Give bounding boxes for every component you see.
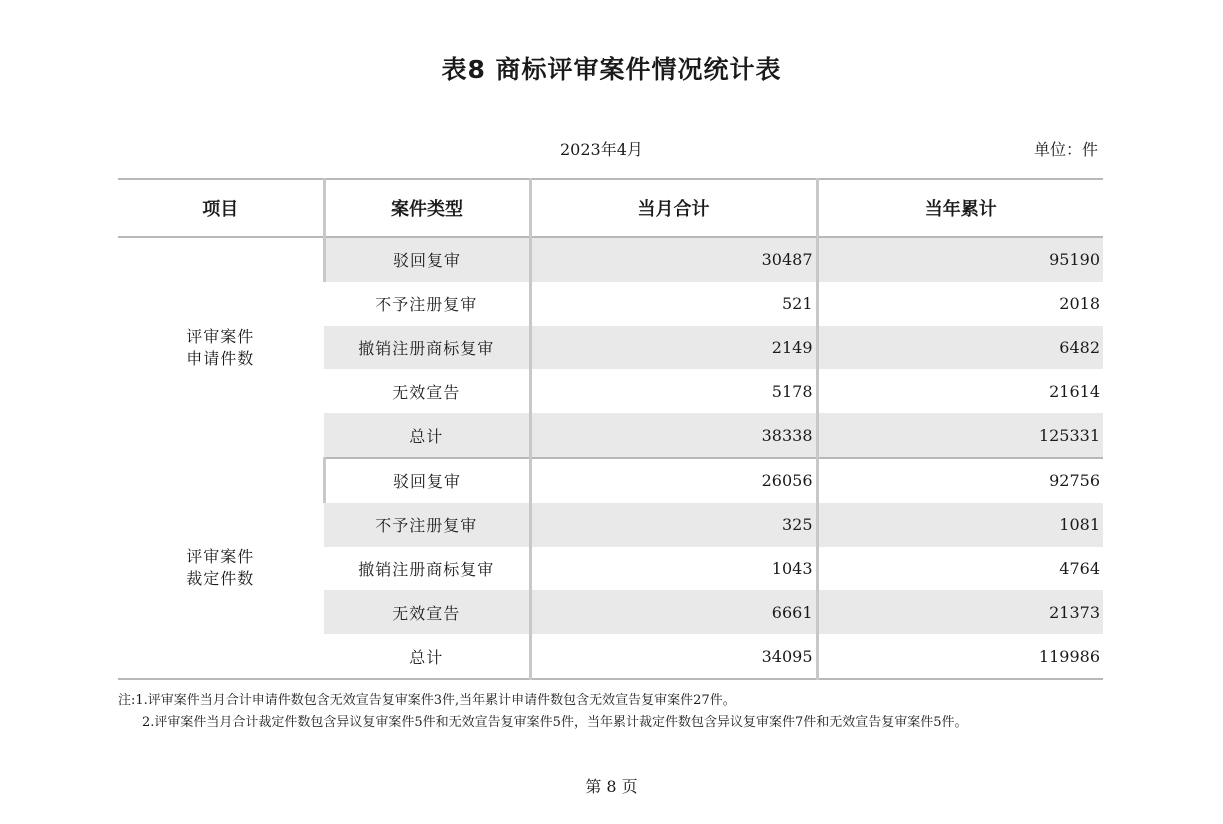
statistics-table bbox=[118, 178, 1103, 680]
page-number: 第 8 页 bbox=[585, 777, 638, 796]
case-type-cell: 撤销注册商标复审 bbox=[324, 326, 530, 370]
group-label-line: 申请件数 bbox=[186, 348, 255, 368]
month-total-cell: 34095 bbox=[530, 634, 817, 679]
month-total-cell: 30487 bbox=[530, 237, 817, 282]
case-type-cell: 不予注册复审 bbox=[375, 295, 478, 315]
group-label-line: 评审案件 bbox=[186, 326, 255, 346]
page-title: 表8 商标评审案件情况统计表 bbox=[441, 55, 782, 84]
footnotes bbox=[118, 690, 968, 734]
case-type-cell: 无效宣告 bbox=[324, 590, 530, 634]
table-header-row bbox=[118, 179, 1103, 237]
year-total-cell: 92756 bbox=[817, 458, 1103, 503]
case-type-cell: 总计 bbox=[324, 413, 530, 458]
case-type-cell: 不予注册复审 bbox=[324, 503, 530, 547]
case-type-cell: 驳回复审 bbox=[324, 458, 530, 503]
year-total-cell: 125331 bbox=[817, 413, 1103, 458]
month-total-cell: 38338 bbox=[530, 413, 817, 458]
group-label-rulings bbox=[118, 458, 324, 679]
month-total-cell: 2149 bbox=[530, 326, 817, 370]
year-total-cell: 4764 bbox=[817, 547, 1103, 591]
case-type-cell: 驳回复审 bbox=[324, 237, 530, 282]
year-total-cell: 21373 bbox=[817, 590, 1103, 634]
case-type-cell: 总计 bbox=[324, 634, 530, 679]
year-total-cell: 119986 bbox=[817, 634, 1103, 679]
month-total-cell: 325 bbox=[530, 503, 817, 547]
header-month-total: 当月合计 bbox=[530, 179, 817, 237]
group-label-applications bbox=[118, 237, 324, 458]
footnote-2: 2.评审案件当月合计裁定件数包含异议复审案件5件和无效宣告复审案件5件，当年累计裁定件数包含异议复审案件7件和无效宣告复审案件5件。 bbox=[142, 715, 968, 730]
month-total-cell: 1043 bbox=[530, 547, 817, 591]
year-total-cell: 1081 bbox=[817, 503, 1103, 547]
header-year-total: 当年累计 bbox=[817, 179, 1103, 237]
case-type-cell: 无效宣告 bbox=[392, 382, 461, 402]
month-total-cell: 26056 bbox=[530, 458, 817, 503]
report-period: 2023年4月 bbox=[560, 140, 643, 159]
year-total-cell: 21614 bbox=[817, 369, 1103, 413]
footnote-1: 注:1.评审案件当月合计申请件数包含无效宣告复审案件3件,当年累计申请件数包含无效宣告复审案件27件。 bbox=[118, 693, 736, 708]
year-total-cell: 2018 bbox=[817, 282, 1103, 326]
unit-label: 单位：件 bbox=[1033, 140, 1098, 159]
year-total-cell: 95190 bbox=[817, 237, 1103, 282]
table-row bbox=[118, 237, 1103, 282]
month-total-cell: 521 bbox=[530, 282, 817, 326]
month-total-cell: 5178 bbox=[530, 369, 817, 413]
table-row bbox=[118, 458, 1103, 503]
case-type-cell: 撤销注册商标复审 bbox=[358, 559, 495, 579]
month-total-cell: 6661 bbox=[530, 590, 817, 634]
header-case-type: 案件类型 bbox=[324, 179, 530, 237]
year-total-cell: 6482 bbox=[817, 326, 1103, 370]
group-label-line: 裁定件数 bbox=[186, 568, 255, 588]
header-item: 项目 bbox=[118, 179, 324, 237]
group-label-line: 评审案件 bbox=[186, 546, 255, 566]
